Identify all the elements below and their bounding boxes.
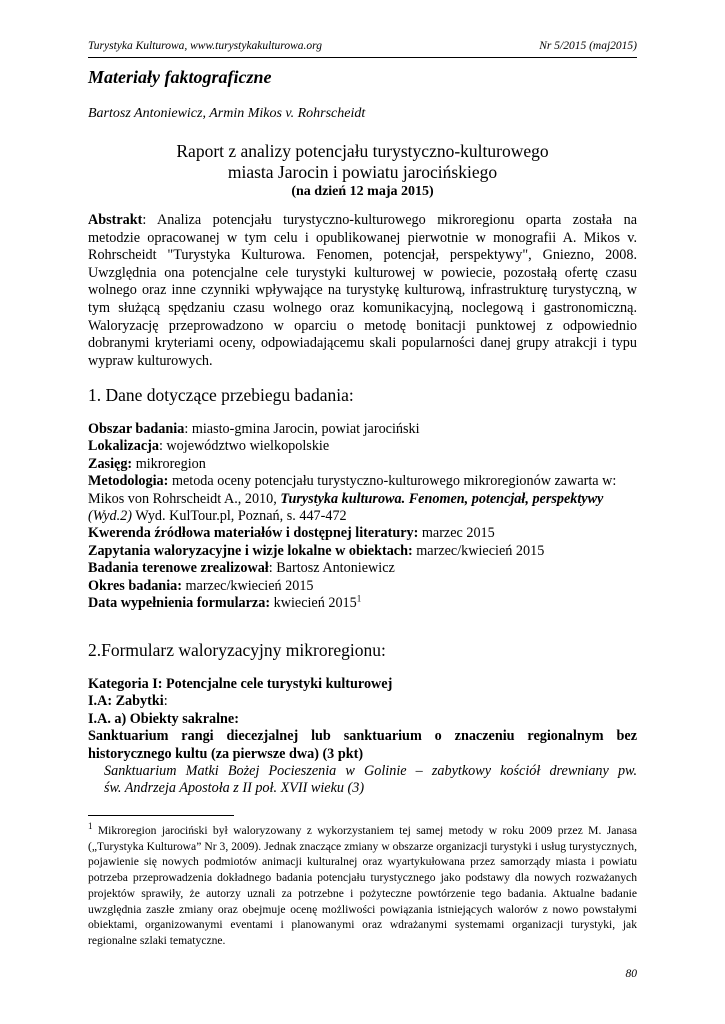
info-kwerenda-label: Kwerenda źródłowa materiałów i dostępnej literatury: (88, 525, 419, 542)
info-obszar-label: Obszar badania (88, 421, 185, 437)
info-zapytania (88, 543, 648, 560)
info-badania-label: Badania terenowe zrealizował (88, 560, 269, 577)
header-rule (88, 57, 637, 58)
item-line-2: św. Andrzeja Apostoła z II poł. XVII wieku (3) (104, 780, 365, 797)
citation-title: Turystyka kulturowa. Fenomen, potencjał, perspektywy (280, 490, 604, 507)
citation-publisher: Wyd. KulTour.pl, Poznań, s. 447-472 (132, 508, 347, 525)
info-kwerenda-value: marzec 2015 (418, 525, 495, 542)
info-metodologia-label: Metodologia: (88, 473, 169, 490)
info-metodologia-line3 (88, 508, 648, 525)
info-zapytania-label: Zapytania waloryzacyjne i wizje lokalne w obiektach: (88, 542, 413, 559)
footnote-rule (88, 815, 234, 816)
issue-number: Nr 5/2015 (maj2015) (539, 40, 637, 52)
heading-1: 1. Dane dotyczące przebiegu badania: (88, 385, 354, 405)
info-lokalizacja (88, 438, 648, 455)
info-metodologia-value: metoda oceny potencjału turystyczno-kulturowego mikroregionów zawarta w: (168, 473, 617, 490)
form-section (88, 676, 637, 798)
info-zapytania-value: marzec/kwiecień 2015 (412, 542, 545, 559)
category-title: Kategoria I: Potencjalne cele turystyki kulturowej (88, 676, 393, 692)
abstract-text: : Analiza potencjału turystyczno-kulturowego mikroregionu oparta została na metodzie opracowanej w tym celu i opublikowanej pierwotnie w monografii A. Mikos v. Rohrscheidt "Turystyka Kulturowa. Fenomen, potencjał, perspektywy", Gniezno, 2008. Uwzględnia ona potencjalne cele turystyki kulturowej w powiecie, pozostałą ofertę czasu wolnego oraz inne czynniki wpływające na turystykę kulturową, infrastrukturę turystyczną, w tym służącą spędzaniu czasu wolnego oraz komunikacyjną, noclegową i gastronomiczną. Waloryzację przeprowadzono w oparciu o metodę bonitacji punktowej z odpowiednio dobranymi kryteriami oceny, odpowiadającemu skali popularności danej grupy atrakcji i typu wypraw kulturowych. (88, 212, 637, 369)
info-metodologia-line2 (88, 491, 648, 508)
info-badania (88, 560, 648, 577)
info-zasieg-value: mikroregion (132, 455, 206, 472)
info-badania-value: : Bartosz Antoniewicz (268, 560, 395, 577)
subcategory-zabytki (88, 693, 637, 710)
footnote-number: 1 (88, 821, 93, 832)
info-data-label: Data wypełnienia formularza: (88, 595, 271, 612)
page-number: 80 (625, 968, 637, 980)
citation-author: Mikos von Rohrscheidt A., 2010, (88, 490, 281, 507)
info-kwerenda (88, 525, 648, 542)
footnote (88, 823, 637, 949)
section-title: Materiały faktograficzne (88, 67, 272, 87)
info-zasieg-label: Zasięg: (88, 455, 133, 472)
subcategory-zabytki-colon: : (163, 693, 168, 710)
study-info (88, 421, 648, 612)
running-header (88, 40, 637, 52)
info-obszar-value: : miasto-gmina Jarocin, powiat jarociński (184, 421, 420, 437)
info-data (88, 595, 648, 612)
citation-edition: (Wyd.2) (88, 508, 132, 525)
title-line-1: Raport z analizy potencjału turystyczno-kulturowego (176, 141, 549, 161)
info-lokalizacja-value: : województwo wielkopolskie (158, 438, 330, 455)
criterion-line-2: historycznego kultu (za pierwsze dwa) (3 pkt) (88, 745, 364, 762)
authors: Bartosz Antoniewicz, Armin Mikos v. Rohrscheidt (88, 106, 366, 121)
footnote-ref[interactable]: 1 (356, 593, 362, 604)
info-lokalizacja-label: Lokalizacja (88, 438, 159, 455)
journal-name: Turystyka Kulturowa, www.turystykakulturowa.org (88, 40, 322, 52)
title-line-2: miasta Jarocin i powiatu jarocińskiego (227, 162, 498, 182)
heading-2: 2.Formularz waloryzacyjny mikroregionu: (88, 640, 386, 660)
title-date: (na dzień 12 maja 2015) (291, 184, 434, 199)
criterion-line-1: Sanktuarium rangi diecezjalnej lub sanktuarium o znaczeniu regionalnym bez (88, 728, 637, 745)
abstract-label: Abstrakt (88, 212, 143, 228)
info-zasieg (88, 456, 648, 473)
info-okres-value: marzec/kwiecień 2015 (181, 577, 314, 594)
footnote-text: Mikroregion jarociński był waloryzowany z wykorzystaniem tej samej metody w roku 2009 przez M. Janasa („Turystyka Kulturowa” Nr 3, 2009). Jednak znaczące zmiany w obszarze organizacji turystyki i usług turystycznych, pojawienie się nowych podmiotów animacji kulturalnej oraz wyartykułowana przez samorządy miasta i powiatu potrzeba przeprowadzenia dokładnego badania potencjału turystycznego jako podstawy dla nowych rozważanych projektów sprawiły, że autorzy uznali za potrzebne i pożyteczne powtórzenie tego badania. Aktualne badanie uwzględnia zaszłe zmiany oraz obejmuje ocenę możliwości powiązania istniejących walorów z nowo powstałymi obiektami, organizowanymi eventami i planowanymi oraz wdrażanymi systemami organizacji turystyki, jak regionalne szlaki tematyczne. (88, 824, 637, 947)
info-data-value: kwiecień 2015 (270, 595, 357, 612)
report-title (88, 141, 637, 201)
subcategory-zabytki-label: I.A: Zabytki (88, 693, 164, 710)
item-line-1: Sanktuarium Matki Bożej Pocieszenia w Golinie – zabytkowy kościół drewniany pw. (104, 763, 637, 780)
info-metodologia (88, 473, 648, 490)
info-okres-label: Okres badania: (88, 577, 182, 594)
info-obszar (88, 421, 648, 438)
info-okres (88, 578, 648, 595)
abstract (88, 212, 637, 370)
subsection-sakralne: I.A. a) Obiekty sakralne: (88, 710, 239, 727)
